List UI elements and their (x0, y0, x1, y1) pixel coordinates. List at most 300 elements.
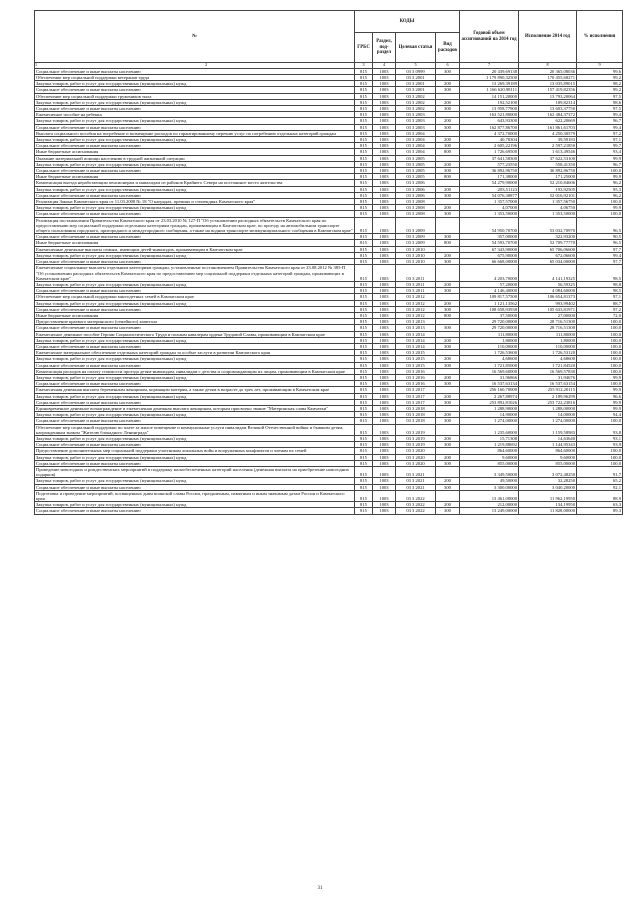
row-description: Социальное обеспечение и иные выплаты населению (35, 508, 355, 514)
row-percent: 100,0 (577, 368, 623, 374)
row-description: Закупка товаров, работ и услуг для государственных (муниципальных) нужд (35, 161, 355, 167)
row-executed: 32,28250 (519, 478, 577, 484)
row-description: Закупка товаров, работ и услуг для государственных (муниципальных) нужд (35, 337, 355, 343)
row-description: Реализация постановления Правительства Камчатского края от 23.03.2010 № 127-П "Об установлении расходных обязательств Камчатского края по предоставлению мер социальной поддержки отдельным категориям граждан, проживающим в Камчатском крае, по проезду на автомобильном транспорте общего пользования городского, пригородного и междугородного сообщения, а также на водном транспорте межмуниципального сообщения в Камчатском крае" (36, 217, 353, 234)
row-percent: 98,5 (577, 265, 623, 282)
row-percent: 63,3 (577, 502, 623, 508)
row-section: 1003 (373, 217, 396, 234)
row-planned: 1 726,69500 (460, 149, 519, 155)
row-grbs: 815 (355, 75, 373, 81)
row-grbs: 815 (355, 362, 373, 368)
row-exptype: 300 (436, 418, 460, 424)
row-grbs: 815 (355, 68, 373, 74)
row-article: 03 3 2018 (396, 418, 436, 424)
row-planned: 1,80000 (460, 337, 519, 343)
row-section: 1003 (373, 435, 396, 441)
row-planned: 31,96866 (460, 374, 519, 380)
row-grbs: 815 (355, 211, 373, 217)
row-description: Ежемесячные социальные выплаты отдельным категориям граждан, установленные постановлением Правительства Камчатского края от 23.08.2012 № 385-П "Об установлении расходных обязательств Камчатского края по предоставлению мер социальной поддержки отдельных категорий граждан, проживающих в Камчатском крае" (35, 265, 355, 282)
row-percent: 99,7 (577, 143, 623, 149)
row-percent: 96,6 (577, 393, 623, 399)
row-planned: 163 521,80000 (460, 112, 519, 118)
row-percent: 99,9 (577, 399, 623, 405)
row-executed: 105 633,81971 (519, 306, 577, 312)
row-section: 1003 (373, 137, 396, 143)
row-article: 03 3 2002 (396, 99, 436, 105)
row-section: 1003 (373, 442, 396, 448)
row-section: 1003 (373, 240, 396, 246)
row-grbs: 815 (355, 252, 373, 258)
row-percent: 99,9 (577, 405, 623, 411)
row-executed: 13 035,89015 (519, 81, 577, 87)
row-grbs: 815 (355, 137, 373, 143)
row-section: 1003 (373, 337, 396, 343)
row-executed: 111,80000 (519, 331, 577, 337)
row-exptype: 300 (436, 68, 460, 74)
row-section: 1003 (373, 467, 396, 478)
row-executed: 255 912,20115 (519, 387, 577, 393)
row-article: 03 3 2002 (396, 106, 436, 112)
row-planned: 67 343,90000 (460, 246, 519, 252)
row-grbs: 815 (355, 288, 373, 294)
row-article: 03 3 2011 (396, 288, 436, 294)
row-executed: 65 706,06600 (519, 246, 577, 252)
row-article: 03 3 2018 (396, 412, 436, 418)
row-section: 1003 (373, 502, 396, 508)
row-section: 1003 (373, 186, 396, 192)
row-section: 1003 (373, 252, 396, 258)
row-section: 1003 (373, 343, 396, 349)
row-exptype: 800 (436, 240, 460, 246)
row-executed: 134,19950 (519, 502, 577, 508)
row-planned: 4 146,40000 (460, 288, 519, 294)
row-description: Закупка товаров, работ и услуг для государственных (муниципальных) нужд (35, 300, 355, 306)
row-section: 1003 (373, 399, 396, 405)
row-percent: 98,5 (577, 288, 623, 294)
row-section: 1003 (373, 460, 396, 466)
row-percent: 100,0 (577, 460, 623, 466)
row-grbs: 815 (355, 149, 373, 155)
row-percent: 98,8 (577, 281, 623, 287)
row-description: Социальное обеспечение и иные выплаты населению (35, 211, 355, 217)
row-executed: 4 141,19325 (519, 265, 577, 282)
row-article: 03 3 2005 (396, 174, 436, 180)
row-executed: 864,60000 (519, 448, 577, 454)
row-description: Закупка товаров, работ и услуг для государственных (муниципальных) нужд (35, 374, 355, 380)
row-section: 1003 (373, 143, 396, 149)
row-executed: 1 721,84520 (519, 362, 577, 368)
table-row (35, 265, 623, 282)
row-section: 1003 (373, 405, 396, 411)
row-description: Социальное обеспечение и иные выплаты населению (35, 124, 355, 130)
row-percent: 94,4 (577, 412, 623, 418)
row-section: 1003 (373, 331, 396, 337)
row-executed: 2 189,96299 (519, 393, 577, 399)
row-grbs: 815 (355, 234, 373, 240)
row-grbs: 815 (355, 350, 373, 356)
row-percent: 96,7 (577, 118, 623, 124)
row-executed: 39,59183 (519, 137, 577, 143)
row-section: 1003 (373, 265, 396, 282)
row-article: 03 3 2009 (396, 234, 436, 240)
row-section: 1003 (373, 174, 396, 180)
row-article: 03 3 2021 (396, 467, 436, 478)
row-planned: 4,07000 (460, 205, 519, 211)
row-section: 1003 (373, 454, 396, 460)
row-exptype: 300 (436, 362, 460, 368)
row-grbs: 815 (355, 281, 373, 287)
row-percent: 91,7 (577, 467, 623, 478)
row-article: 03 3 2014 (396, 331, 436, 337)
row-section: 1003 (373, 424, 396, 435)
row-executed: 3 040,20000 (519, 484, 577, 490)
row-executed: 1 288,00000 (519, 405, 577, 411)
row-section: 1003 (373, 393, 396, 399)
row-article: 03 3 2015 (396, 362, 436, 368)
row-article: 03 3 2014 (396, 337, 436, 343)
row-section: 1003 (373, 106, 396, 112)
row-description: Оказание материальной помощи населению в трудной жизненной ситуации (35, 155, 355, 161)
row-description: Социальное обеспечение и иные выплаты населению (35, 234, 355, 240)
row-exptype: 300 (436, 484, 460, 490)
row-section: 1003 (373, 312, 396, 318)
row-description: Ежемесячное денежное пособие Героям Социалистического Труда и полным кавалерам ордена Трудовой Славы, проживающим в Камчатском крае (35, 331, 355, 337)
row-executed: 4 084,60000 (519, 288, 577, 294)
row-description: Обеспечение мер социальной поддержки по плате за жилое помещение и коммунальные услуги инвалидам Великой Отечественной войны и бывшим детям, награжденным знаком "Жителю блокадного Ленинграда" (35, 424, 355, 435)
row-grbs: 815 (355, 484, 373, 490)
row-executed: 14,63640 (519, 435, 577, 441)
row-article: 03 3 2022 (396, 508, 436, 514)
row-section: 1003 (373, 288, 396, 294)
row-exptype: 300 (436, 143, 460, 149)
row-grbs: 815 (355, 374, 373, 380)
row-exptype (436, 490, 460, 501)
row-percent: 98,2 (577, 81, 623, 87)
row-exptype: 800 (436, 149, 460, 155)
row-article: 03 3 2006 (396, 180, 436, 186)
row-exptype: 300 (436, 381, 460, 387)
row-grbs: 815 (355, 435, 373, 441)
row-section: 1003 (373, 319, 396, 325)
row-percent: 100,0 (577, 331, 623, 337)
row-description: Социальное обеспечение и иные выплаты населению (35, 418, 355, 424)
row-exptype: 200 (436, 300, 460, 306)
row-grbs: 815 (355, 205, 373, 211)
row-exptype: 200 (436, 186, 460, 192)
row-description: Выплата социального пособия на погребение и возмещение расходов по гарантированному перечню услуг по погребению отдельных категорий граждан (35, 130, 355, 136)
row-article: 03 3 2001 (396, 81, 436, 87)
row-article: 03 3 2016 (396, 374, 436, 380)
row-article: 03 3 2011 (396, 265, 436, 282)
row-exptype: 200 (436, 374, 460, 380)
row-article: 03 3 2012 (396, 300, 436, 306)
row-article: 03 3 2001 (396, 75, 436, 81)
row-article: 03 3 2021 (396, 484, 436, 490)
table-row (35, 490, 623, 501)
row-planned: 256 160,70000 (460, 387, 519, 393)
row-planned: 1 219,88692 (460, 442, 519, 448)
row-planned: 1 235,60000 (460, 424, 519, 435)
row-section: 1003 (373, 211, 396, 217)
row-section: 1003 (373, 199, 396, 205)
row-percent: 99,2 (577, 75, 623, 81)
row-article: 03 3 2012 (396, 312, 436, 318)
row-executed: 2 597,21850 (519, 143, 577, 149)
row-description: Социальное обеспечение и иные выплаты населению (35, 325, 355, 331)
row-article: 03 3 2004 (396, 130, 436, 136)
column-index-row: 1 2 3 4 5 6 7 8 9 (35, 63, 623, 69)
row-executed: 53 032,70970 (519, 217, 577, 234)
row-executed: 56,59325 (519, 281, 577, 287)
row-section: 1003 (373, 75, 396, 81)
row-percent: 100,0 (577, 337, 623, 343)
row-article: 03 3 2015 (396, 356, 436, 362)
row-planned: 1 721,85000 (460, 362, 519, 368)
row-planned: 1 357,57000 (460, 199, 519, 205)
row-section: 1003 (373, 149, 396, 155)
row-article: 03 3 2019 (396, 424, 436, 435)
row-percent: 100,0 (577, 356, 623, 362)
row-executed: 170 455,68271 (519, 75, 577, 81)
row-percent: 100,0 (577, 381, 623, 387)
row-planned: 357,00000 (460, 234, 519, 240)
header-executed: Исполнение 2014 год (519, 11, 577, 63)
row-exptype: 200 (436, 281, 460, 287)
row-article: 03 3 2019 (396, 442, 436, 448)
row-percent: 96,5 (577, 217, 623, 234)
row-description: Социальное обеспечение и иные выплаты населению (35, 288, 355, 294)
header-grbs: ГРБС (355, 33, 373, 63)
row-section: 1003 (373, 130, 396, 136)
row-grbs: 815 (355, 143, 373, 149)
row-percent: 99,9 (577, 374, 623, 380)
row-planned: 54 593,70700 (460, 240, 519, 246)
row-description: Иные бюджетные ассигнования (35, 240, 355, 246)
row-grbs: 815 (355, 306, 373, 312)
row-percent: 99,9 (577, 205, 623, 211)
row-description: Ежемесячное пособие на ребенка (35, 112, 355, 118)
row-grbs: 815 (355, 331, 373, 337)
row-description: Закупка товаров, работ и услуг для государственных (муниципальных) нужд (35, 252, 355, 258)
row-grbs: 815 (355, 112, 373, 118)
row-description: Закупка товаров, работ и услуг для государственных (муниципальных) нужд (35, 205, 355, 211)
row-grbs: 815 (355, 294, 373, 300)
row-exptype: 800 (436, 312, 460, 318)
row-planned: 13 269,39189 (460, 81, 519, 87)
row-article: 03 3 2008 (396, 205, 436, 211)
row-section: 1003 (373, 192, 396, 198)
row-executed: 28 716,51300 (519, 319, 577, 325)
row-grbs: 815 (355, 502, 373, 508)
row-article: 03 3 2013 (396, 319, 436, 325)
row-section: 1003 (373, 381, 396, 387)
table-row (35, 424, 623, 435)
row-article: 03 3 2003 (396, 112, 436, 118)
row-executed: 622,20669 (519, 118, 577, 124)
row-exptype: 200 (436, 454, 460, 460)
row-exptype: 200 (436, 252, 460, 258)
row-article: 03 3 2020 (396, 454, 436, 460)
row-percent: 100,0 (577, 350, 623, 356)
row-executed: 14,00000 (519, 412, 577, 418)
row-description: Закупка товаров, работ и услуг для государственных (муниципальных) нужд (35, 118, 355, 124)
row-planned: 2 605,22196 (460, 143, 519, 149)
row-executed: 106 654,81373 (519, 294, 577, 300)
row-section: 1003 (373, 448, 396, 454)
row-exptype: 300 (436, 234, 460, 240)
row-executed: 11 962,19950 (519, 490, 577, 501)
row-article: 03 3 2008 (396, 199, 436, 205)
row-grbs: 815 (355, 460, 373, 466)
row-planned: 29 720,00000 (460, 325, 519, 331)
row-exptype (436, 424, 460, 435)
row-article: 03 3 2012 (396, 306, 436, 312)
row-exptype: 300 (436, 288, 460, 294)
row-planned: 54 950,70700 (460, 217, 519, 234)
row-article: 03 3 2009 (396, 240, 436, 246)
row-grbs: 815 (355, 337, 373, 343)
row-grbs: 815 (355, 368, 373, 374)
row-planned: 20 439,69138 (460, 68, 519, 74)
row-planned: 37 641,58300 (460, 155, 519, 161)
row-description: Иные бюджетные ассигнования (35, 149, 355, 155)
row-planned: 192,52100 (460, 99, 519, 105)
row-exptype: 300 (436, 442, 460, 448)
row-article: 03 3 2010 (396, 252, 436, 258)
row-percent: 97,5 (577, 106, 623, 112)
row-section: 1003 (373, 112, 396, 118)
header-section: Раздел, под-раздел (373, 33, 396, 63)
row-grbs: 815 (355, 199, 373, 205)
row-percent: 99,9 (577, 174, 623, 180)
row-article: 03 3 2009 (396, 217, 436, 234)
header-num: № (35, 11, 355, 63)
row-grbs: 815 (355, 246, 373, 252)
row-description: Закупка товаров, работ и услуг для государственных (муниципальных) нужд (35, 435, 355, 441)
row-section: 1003 (373, 294, 396, 300)
row-exptype (436, 265, 460, 282)
row-grbs: 815 (355, 343, 373, 349)
row-planned: 162 877,86700 (460, 124, 519, 130)
index-col2-label: 2 (205, 62, 208, 67)
row-planned: 2 267,88974 (460, 393, 519, 399)
row-description: Социальное обеспечение и иные выплаты населению (35, 343, 355, 349)
row-planned: 1 166 620,98111 (460, 87, 519, 93)
row-grbs: 815 (355, 418, 373, 424)
row-exptype: 200 (436, 478, 460, 484)
row-executed: 31,94676 (519, 374, 577, 380)
row-executed: 993,99402 (519, 300, 577, 306)
row-planned: 1 288,90000 (460, 405, 519, 411)
header-planned: Годовой объем ассигнований на 2014 год (460, 11, 519, 63)
row-description: Обеспечение мер социальной поддержки многодетных семей в Камчатском крае (35, 294, 355, 300)
row-planned: 3 300,00000 (460, 484, 519, 490)
row-executed: 65 034,00000 (519, 259, 577, 265)
row-planned: 253 892,81026 (460, 399, 519, 405)
row-percent: 100,0 (577, 362, 623, 368)
row-executed: 157 419,82356 (519, 87, 577, 93)
row-grbs: 815 (355, 124, 373, 130)
row-percent: 72,0 (577, 312, 623, 318)
row-executed: 52 016,92101 (519, 192, 577, 198)
row-exptype: 300 (436, 124, 460, 130)
table-body (35, 68, 623, 514)
row-section: 1003 (373, 418, 396, 424)
row-description: Компенсация расходов на оплату стоимости проезда детям-инвалидам, инвалидам с детства и сопровождающим их лицам, проживающим в Камчатском крае (35, 368, 355, 374)
row-grbs: 815 (355, 325, 373, 331)
row-planned: 49,50000 (460, 478, 519, 484)
row-executed: 672,06600 (519, 252, 577, 258)
row-article: 03 3 2016 (396, 368, 436, 374)
row-executed: 1 726,53120 (519, 350, 577, 356)
row-grbs: 815 (355, 118, 373, 124)
row-percent: 93,1 (577, 435, 623, 441)
row-description: Иные бюджетные ассигнования (35, 312, 355, 318)
row-description: Предоставление краевого материнского (семейного) капитала (35, 319, 355, 325)
row-section: 1003 (373, 484, 396, 490)
row-planned: 66 668,00000 (460, 259, 519, 265)
row-section: 1003 (373, 87, 396, 93)
row-percent: 97,1 (577, 294, 623, 300)
row-exptype: 200 (436, 356, 460, 362)
row-grbs: 815 (355, 192, 373, 198)
row-grbs: 815 (355, 508, 373, 514)
row-description: Социальное обеспечение и иные выплаты населению (35, 143, 355, 149)
row-section: 1003 (373, 259, 396, 265)
row-article: 03 3 2019 (396, 435, 436, 441)
row-planned: 54 076,38877 (460, 192, 519, 198)
row-grbs: 815 (355, 155, 373, 161)
row-grbs: 815 (355, 81, 373, 87)
row-grbs: 815 (355, 412, 373, 418)
row-planned: 9,60000 (460, 454, 519, 460)
row-article: 03 3 2020 (396, 460, 436, 466)
row-grbs: 815 (355, 478, 373, 484)
row-percent: 97,7 (577, 246, 623, 252)
row-planned: 110,00000 (460, 343, 519, 349)
row-exptype (436, 217, 460, 234)
row-grbs: 815 (355, 259, 373, 265)
row-executed: 1 144,95343 (519, 442, 577, 448)
row-article: 03 3 2021 (396, 478, 436, 484)
row-section: 1003 (373, 306, 396, 312)
row-exptype (436, 467, 460, 478)
row-grbs: 815 (355, 130, 373, 136)
row-section: 1003 (373, 490, 396, 501)
row-description: Закупка товаров, работ и услуг для государственных (муниципальных) нужд (35, 412, 355, 418)
row-description: Закупка товаров, работ и услуг для государственных (муниципальных) нужд (35, 356, 355, 362)
header-percent: % исполнения (577, 11, 623, 63)
row-executed: 558,41350 (519, 161, 577, 167)
row-grbs: 815 (355, 399, 373, 405)
row-planned: 36 892,96750 (460, 168, 519, 174)
row-percent: 100,0 (577, 418, 623, 424)
row-planned: 4,68600 (460, 356, 519, 362)
row-percent: 96,7 (577, 161, 623, 167)
row-description: Обеспечение мер социальной поддержки ветеранов труда (35, 75, 355, 81)
row-article: 03 3 2004 (396, 149, 436, 155)
row-exptype: 200 (436, 161, 460, 167)
row-description: Обеспечение мер социальной поддержки тружеников тыла (35, 93, 355, 99)
row-article: 03 3 2005 (396, 155, 436, 161)
row-description: Социальное обеспечение и иные выплаты населению (35, 362, 355, 368)
row-grbs: 815 (355, 448, 373, 454)
row-percent: 65,2 (577, 478, 623, 484)
row-percent: 93,9 (577, 442, 623, 448)
row-exptype: 200 (436, 205, 460, 211)
row-exptype: 300 (436, 460, 460, 466)
row-planned: 1 274,00000 (460, 418, 519, 424)
